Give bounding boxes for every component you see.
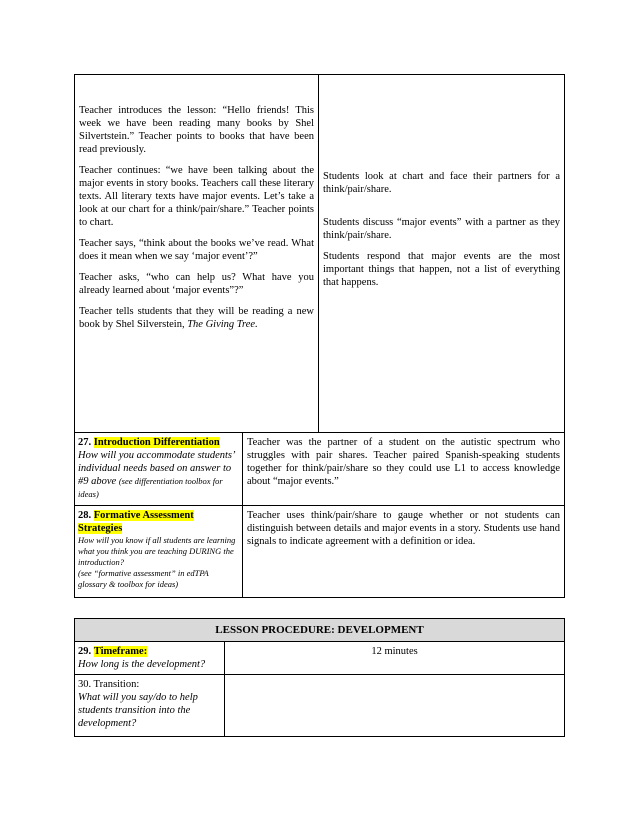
student-actions-cell: [319, 75, 565, 433]
row29-heading: 29. Timeframe:: [78, 646, 148, 657]
student-paragraph: Students look at chart and face their partners for a think/pair/share.: [323, 171, 560, 195]
row29-answer: 12 minutes: [225, 642, 565, 675]
row27-answer: Teacher was the partner of a student on the autistic spectrum who struggles with pair shares. Teacher paired Spanish-speaking students together for think/pair/share so they could use L1 to access knowledge about “major events.”: [243, 433, 565, 506]
teacher-paragraph: Teacher asks, “who can help us? What have you already learned about ‘major events”?”: [79, 272, 314, 296]
row29-question: How long is the development?: [78, 659, 206, 670]
row28-question-note: (see “formative assessment” in edTPA glossary & toolbox for ideas): [78, 568, 209, 589]
row30-question: What will you say/do to help students transition into the development?: [78, 692, 198, 729]
student-paragraph: Students discuss “major events” with a partner as they think/pair/share.: [323, 217, 560, 241]
row28-answer: Teacher uses think/pair/share to gauge whether or not students can distinguish between details and major events in a story. Students use hand signals to indicate agreement with a definition or idea.: [243, 506, 565, 598]
development-header: LESSON PROCEDURE: DEVELOPMENT: [75, 619, 565, 642]
book-title: The Giving Tree.: [187, 319, 258, 330]
row29-label-cell: [75, 642, 225, 675]
row28-title: Formative Assessment Strategies: [78, 510, 194, 534]
teacher-paragraph: Teacher continues: “we have been talking about the major events in story books. Teachers call these literary texts. All literary texts have major events. Let’s take a look at our chart for a think/pair/share.” Teacher points to chart.: [79, 165, 314, 228]
row30-title: 30. Transition:: [78, 679, 140, 690]
row27-question: How will you accommodate students’ individual needs based on answer to #9 above: [78, 450, 235, 487]
row28-heading: 28. Formative Assessment Strategies: [78, 510, 194, 534]
teacher-paragraph-final: [79, 305, 314, 331]
row30-answer: [225, 675, 565, 737]
student-paragraph: Students respond that major events are the most important things that happen, not a list of everything that happens.: [323, 251, 560, 288]
row27-heading: 27. Introduction Differentiation: [78, 437, 220, 448]
teacher-paragraph: Teacher introduces the lesson: “Hello friends! This week we have been reading many books by Shel Silvertstein.” Teacher points to books that have been read previously.: [79, 105, 314, 155]
row27-label-cell: [75, 433, 243, 506]
row27-question-note: (see differentiation toolbox for ideas): [78, 476, 223, 499]
intro-procedure-table: [74, 74, 565, 598]
row28-label-cell: [75, 506, 243, 598]
row27-title: Introduction Differentiation: [93, 437, 220, 448]
teacher-paragraph: Teacher says, “think about the books we’ve read. What does it mean when we say ‘major event’?”: [79, 238, 314, 262]
teacher-actions-cell: [75, 75, 319, 433]
row28-question: How will you know if all students are learning what you think you are teaching DURING the introduction?: [78, 535, 236, 567]
row29-title: Timeframe:: [93, 646, 148, 657]
final-paragraph-text: Teacher tells students that they will be reading a new book by Shel Silverstein,: [79, 306, 314, 330]
row30-label-cell: [75, 675, 225, 737]
development-table: [74, 618, 565, 737]
